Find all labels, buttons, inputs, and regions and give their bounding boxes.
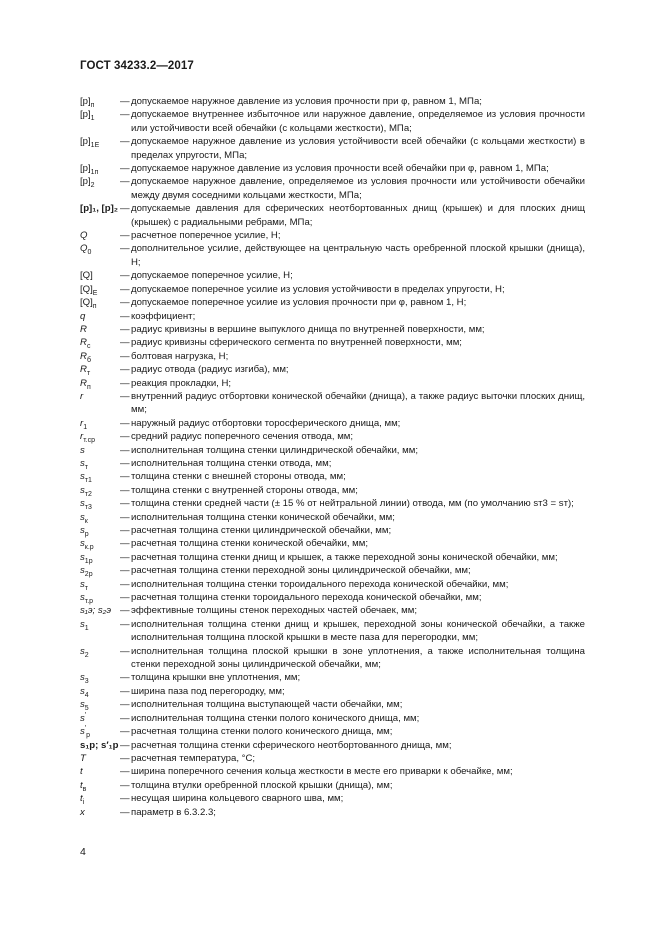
definition-item — [80, 739, 585, 752]
symbol-subscript: 0 — [87, 249, 92, 257]
definition-text: расчетная толщина стенки днищ и крышек, а также переходной зоны конической обечайки, мм; — [131, 551, 558, 563]
definition-symbol — [80, 698, 120, 711]
definition-dash: — — [120, 323, 130, 335]
definition-dash: — — [120, 712, 130, 724]
definition-text: болтовая нагрузка, Н; — [131, 350, 229, 362]
definition-text: расчетная температура, °С; — [131, 752, 256, 764]
definition-symbol — [80, 242, 120, 269]
symbol-prime: ′ — [84, 724, 87, 732]
definition-symbol — [80, 95, 120, 108]
definition-text: исполнительная толщина стенки полого конического днища, мм; — [131, 712, 420, 724]
symbol-subscript: п — [86, 383, 91, 391]
symbol-base: s — [80, 565, 85, 577]
definition-text: допускаемые давления для сферических неотбортованных днищ (крышек) и для плоских днищ (крышек) с радиальными ребрами, МПа; — [131, 203, 585, 228]
definition-dash: — — [120, 699, 130, 711]
definition-dash: — — [120, 605, 130, 617]
symbol-subscript: 1E — [90, 142, 100, 150]
definition-symbol — [80, 175, 120, 202]
definition-symbol — [80, 537, 120, 550]
symbol-base: [Q] — [80, 270, 93, 282]
definition-symbol — [80, 310, 120, 323]
symbol-base: x — [80, 806, 85, 818]
definition-item — [80, 95, 585, 108]
definition-dash: — — [120, 444, 130, 456]
definition-item — [80, 712, 585, 725]
definition-symbol — [80, 725, 120, 738]
definition-dash: — — [120, 136, 130, 148]
definition-text: допускаемое поперечное усилие из условия прочности при φ, равном 1, Н; — [131, 297, 467, 309]
symbol-subscript: п — [92, 303, 97, 310]
definition-dash: — — [120, 390, 130, 402]
definition-text: исполнительная толщина стенки цилиндрической обечайки, мм; — [131, 444, 418, 456]
symbol-base: s₁э; s₂э — [80, 605, 112, 617]
definition-symbol — [80, 524, 120, 537]
definition-symbol — [80, 779, 120, 792]
definition-item — [80, 524, 585, 537]
document-header: ГОСТ 34233.2—2017 — [80, 60, 194, 72]
definition-dash: — — [120, 471, 130, 483]
definition-dash: — — [120, 163, 130, 175]
symbol-base: R — [80, 377, 87, 389]
definition-text: радиус отвода (радиус изгиба), мм; — [131, 364, 289, 376]
definition-item — [80, 698, 585, 711]
symbol-base: R — [80, 350, 87, 362]
definition-item — [80, 135, 585, 162]
symbol-subscript: б — [86, 356, 91, 364]
symbol-base: s — [80, 551, 85, 563]
definition-item — [80, 671, 585, 684]
definition-text: реакция прокладки, Н; — [131, 377, 232, 389]
definition-dash: — — [120, 96, 130, 107]
definition-item — [80, 390, 585, 417]
definition-symbol — [80, 564, 120, 577]
definition-item — [80, 685, 585, 698]
symbol-base: s — [80, 578, 85, 590]
symbol-base: [p] — [80, 176, 91, 188]
definition-symbol — [80, 363, 120, 376]
definition-symbol — [80, 350, 120, 363]
symbol-subscript: 1 — [84, 624, 89, 632]
definition-dash: — — [120, 431, 130, 443]
definition-symbol — [80, 618, 120, 645]
symbol-subscript: к.р — [84, 544, 94, 552]
definition-item — [80, 604, 585, 617]
definition-text: расчетная толщина стенки переходной зоны цилиндрической обечайки, мм; — [131, 565, 471, 577]
symbol-base: s — [80, 484, 85, 496]
definition-dash: — — [120, 176, 130, 188]
symbol-subscript: 4 — [84, 691, 89, 699]
definition-symbol — [80, 591, 120, 604]
definition-dash: — — [120, 752, 130, 764]
definition-text: расчетная толщина стенки конической обечайки, мм; — [131, 538, 369, 550]
symbol-base: s — [80, 471, 85, 483]
definition-item — [80, 175, 585, 202]
symbol-subscript: к — [84, 517, 88, 525]
symbol-subscript: п — [90, 101, 95, 109]
definition-item — [80, 591, 585, 604]
symbol-subscript: 2р — [84, 571, 93, 579]
definition-symbol — [80, 377, 120, 390]
symbol-base: s₁р; s′₁р — [80, 739, 119, 751]
definition-symbol — [80, 497, 120, 510]
definition-item — [80, 578, 585, 591]
symbol-base: [p]₁, [p]₂ — [80, 203, 119, 215]
definition-item — [80, 497, 585, 510]
definition-text: расчетная толщина стенки полого конического днища, мм; — [131, 726, 393, 738]
definition-text: ширина поперечного сечения кольца жесткости в месте его приварки к обечайке, мм; — [131, 766, 513, 778]
definition-text: параметр в 6.3.2.3; — [131, 806, 216, 818]
symbol-base: s — [80, 726, 85, 738]
symbol-base: [p] — [80, 96, 91, 107]
symbol-subscript: т.р — [84, 597, 94, 605]
symbol-base: s — [80, 457, 85, 469]
definition-dash: — — [120, 270, 130, 282]
definition-symbol — [80, 739, 120, 752]
definition-text: радиус кривизны в вершине выпуклого днища по внутренней поверхности, мм; — [131, 323, 485, 335]
symbol-base: [Q] — [80, 297, 93, 309]
symbol-subscript: 2 — [90, 182, 95, 190]
definition-symbol — [80, 390, 120, 417]
definition-symbol — [80, 511, 120, 524]
symbol-base: s — [80, 712, 85, 724]
definition-text: допускаемое поперечное усилие, Н; — [131, 270, 293, 282]
symbol-base: s — [80, 498, 85, 510]
symbol-subscript: в — [82, 785, 87, 793]
page-number: 4 — [80, 846, 86, 858]
definition-text: допускаемое наружное давление из условия устойчивости всей обечайки (с кольцами жесткости) в пределах упругости, МПа; — [131, 136, 585, 161]
symbol-prime: ′ — [84, 711, 87, 719]
definition-item — [80, 444, 585, 457]
definition-symbol — [80, 336, 120, 349]
definition-dash: — — [120, 779, 130, 791]
definition-text: эффективные толщины стенок переходных частей обечаек, мм; — [131, 605, 418, 617]
definition-dash: — — [120, 726, 130, 738]
definition-dash: — — [120, 766, 130, 778]
symbol-subscript: р — [86, 732, 91, 739]
definition-item — [80, 779, 585, 792]
symbol-subscript: т — [84, 584, 89, 592]
definition-item — [80, 752, 585, 765]
definition-symbol — [80, 604, 120, 617]
definition-dash: — — [120, 618, 130, 630]
symbol-base: R — [80, 364, 87, 376]
definition-dash: — — [120, 230, 130, 242]
definition-dash: — — [120, 243, 130, 255]
definition-symbol — [80, 229, 120, 242]
definition-symbol — [80, 551, 120, 564]
symbol-base: Q — [80, 230, 88, 242]
definition-text: коэффициент; — [131, 310, 196, 322]
definition-item — [80, 363, 585, 376]
definition-text: толщина стенки с внешней стороны отвода, мм; — [131, 471, 346, 483]
definition-symbol — [80, 671, 120, 684]
definition-item — [80, 417, 585, 430]
definition-text: допускаемое наружное давление, определяемое из условия прочности или устойчивости обечайки между двумя соседними кольцами жесткости, МПа; — [131, 176, 585, 201]
definition-symbol — [80, 806, 120, 819]
symbol-base: R — [80, 323, 87, 335]
definition-item — [80, 336, 585, 349]
definition-text: исполнительная толщина стенки тороидального перехода конической обечайки, мм; — [131, 578, 509, 590]
definition-dash: — — [120, 417, 130, 429]
definition-dash: — — [120, 457, 130, 469]
definition-text: расчетная толщина стенки тороидального перехода конической обечайки, мм; — [131, 592, 482, 604]
definition-symbol — [80, 296, 120, 309]
symbol-base: s — [80, 511, 85, 523]
definition-text: толщина стенки средней части (± 15 % от нейтральной линии) отвода, мм (по умолчанию sт3 = sт); — [131, 498, 574, 510]
definition-dash: — — [120, 297, 130, 309]
definition-text: допускаемое наружное давление из условия прочности всей обечайки при φ, равном 1, МПа; — [131, 163, 549, 175]
symbol-base: t — [80, 793, 83, 805]
definition-dash: — — [120, 565, 130, 577]
definition-symbol — [80, 645, 120, 672]
definition-text: толщина стенки с внутренней стороны отвода, мм; — [131, 484, 358, 496]
definition-text: средний радиус поперечного сечения отвода, мм; — [131, 431, 354, 443]
definition-item — [80, 551, 585, 564]
symbol-base: q — [80, 310, 86, 322]
definition-text: толщина втулки оребренной плоской крышки (днища), мм; — [131, 779, 393, 791]
symbol-subscript: т.ср — [83, 437, 95, 445]
definition-item — [80, 806, 585, 819]
definition-text: дополнительное усилие, действующее на центральную часть оребренной плоской крышки (днища), Н; — [131, 243, 585, 268]
definition-dash: — — [120, 350, 130, 362]
symbol-subscript: 2 — [84, 651, 89, 659]
symbol-base: T — [80, 752, 86, 764]
definition-item — [80, 457, 585, 470]
definition-text: исполнительная толщина выступающей части обечайки, мм; — [131, 699, 403, 711]
definition-dash: — — [120, 377, 130, 389]
definition-item — [80, 511, 585, 524]
definition-symbol — [80, 135, 120, 162]
symbol-subscript: 5 — [84, 705, 89, 713]
definition-text: расчетное поперечное усилие, Н; — [131, 230, 281, 242]
symbol-base: s — [80, 444, 85, 456]
symbol-base: R — [80, 337, 87, 349]
definition-dash: — — [120, 310, 130, 322]
symbol-subscript: т1 — [84, 477, 92, 485]
definition-symbol — [80, 417, 120, 430]
symbol-subscript: 3 — [84, 678, 89, 686]
symbol-subscript: 1п — [90, 168, 99, 176]
symbol-base: s — [80, 685, 85, 697]
definition-dash: — — [120, 592, 130, 604]
definition-item — [80, 645, 585, 672]
definition-dash: — — [120, 511, 130, 523]
definition-dash: — — [120, 806, 130, 818]
definition-symbol — [80, 202, 120, 229]
definition-dash: — — [120, 685, 130, 697]
definition-text: радиус кривизны сферического сегмента по внутренней поверхности, мм; — [131, 337, 462, 349]
symbol-subscript: р — [84, 530, 89, 538]
definition-symbol — [80, 765, 120, 778]
definition-dash: — — [120, 484, 130, 496]
symbol-base: s — [80, 525, 85, 536]
symbol-base: s — [80, 699, 85, 711]
definition-dash: — — [120, 109, 130, 121]
definition-item — [80, 470, 585, 483]
definition-text: несущая ширина кольцевого сварного шва, мм; — [131, 793, 344, 805]
symbol-base: r — [80, 390, 84, 402]
definition-text: расчетная толщина стенки цилиндрической обечайки, мм; — [131, 525, 392, 536]
definition-item — [80, 202, 585, 229]
definition-item — [80, 310, 585, 323]
definition-item — [80, 108, 585, 135]
symbol-subscript: E — [92, 289, 98, 297]
definition-item — [80, 229, 585, 242]
symbol-subscript: 1 — [90, 115, 95, 123]
definition-dash: — — [120, 538, 130, 550]
definition-symbol — [80, 430, 120, 443]
definition-symbol — [80, 484, 120, 497]
definition-dash: — — [120, 645, 130, 657]
definition-text: исполнительная толщина стенки днищ и крышек, переходной зоны конической обечайки, а также исполнительная толщина плоской крышки в месте паза для перегородки, мм; — [131, 618, 585, 644]
symbol-base: s — [80, 538, 85, 550]
definition-text: расчетная толщина стенки сферического неотбортованного днища, мм; — [131, 739, 452, 751]
symbol-subscript: 1р — [84, 557, 93, 565]
symbol-subscript: т — [86, 370, 91, 378]
definition-dash: — — [120, 364, 130, 376]
definition-symbol — [80, 578, 120, 591]
definition-item — [80, 162, 585, 175]
definition-text: толщина крышки вне уплотнения, мм; — [131, 672, 301, 684]
definition-text: ширина паза под перегородку, мм; — [131, 685, 285, 697]
definition-text: исполнительная толщина стенки конической обечайки, мм; — [131, 511, 395, 523]
definition-symbol — [80, 792, 120, 805]
definition-symbol — [80, 323, 120, 336]
symbol-base: r — [80, 431, 84, 443]
definition-item — [80, 430, 585, 443]
definition-text: наружный радиус отбортовки торосферического днища, мм; — [131, 417, 401, 429]
definition-text: исполнительная толщина стенки отвода, мм; — [131, 457, 332, 469]
symbol-subscript: с — [86, 343, 91, 351]
definition-item — [80, 269, 585, 282]
definition-dash: — — [120, 739, 130, 751]
definition-symbol — [80, 283, 120, 296]
symbol-base: s — [80, 672, 85, 684]
definition-text: допускаемое внутреннее избыточное или наружное давление, определяемое из условия прочности или устойчивости всей обечайки (с кольцами жесткости), МПа; — [131, 109, 585, 134]
symbol-base: [p] — [80, 136, 91, 148]
definition-item — [80, 564, 585, 577]
definition-symbol — [80, 457, 120, 470]
symbol-base: [Q] — [80, 283, 93, 295]
definition-dash: — — [120, 283, 130, 295]
symbol-base: s — [80, 592, 85, 604]
definition-symbol — [80, 108, 120, 135]
symbol-subscript: т — [84, 463, 89, 471]
definition-text: исполнительная толщина плоской крышки в зоне уплотнения, а также исполнительная толщина стенки переходной зоны цилиндрической обечайки, мм; — [131, 645, 585, 671]
symbol-subscript: т3 — [84, 504, 92, 512]
definition-symbol — [80, 712, 120, 725]
definition-dash: — — [120, 498, 130, 510]
definition-item — [80, 377, 585, 390]
definition-dash: — — [120, 793, 130, 805]
symbol-base: Q — [80, 243, 88, 255]
definition-item — [80, 296, 585, 309]
definition-item — [80, 484, 585, 497]
definition-dash: — — [120, 672, 130, 684]
definition-item — [80, 350, 585, 363]
definition-item — [80, 618, 585, 645]
definition-symbol — [80, 269, 120, 282]
definition-symbol — [80, 162, 120, 175]
definition-dash: — — [120, 551, 130, 563]
definition-item — [80, 725, 585, 738]
definition-item — [80, 792, 585, 805]
definition-item — [80, 537, 585, 550]
definition-symbol — [80, 470, 120, 483]
definition-text: внутренний радиус отбортовки конической обечайки (днища), а также радиус выточки плоских днищ, мм; — [131, 390, 585, 416]
definition-text: допускаемое поперечное усилие из условия устойчивости в пределах упругости, Н; — [131, 283, 505, 295]
definition-item — [80, 283, 585, 296]
symbol-base: r — [80, 417, 84, 429]
symbol-subscript: 1 — [83, 423, 88, 431]
symbol-subscript: т2 — [84, 490, 92, 498]
symbol-base: [p] — [80, 163, 91, 175]
symbol-base: s — [80, 645, 85, 657]
definition-dash: — — [120, 203, 130, 215]
definition-dash: — — [120, 525, 130, 536]
symbol-base: s — [80, 618, 85, 630]
definition-text: допускаемое наружное давление из условия прочности при φ, равном 1, МПа; — [131, 96, 482, 107]
definition-symbol — [80, 752, 120, 765]
symbol-base: t — [80, 766, 83, 778]
definitions-list — [80, 95, 585, 819]
symbol-subscript: i — [82, 799, 85, 807]
definition-symbol — [80, 685, 120, 698]
definition-dash: — — [120, 337, 130, 349]
definition-item — [80, 765, 585, 778]
definition-dash: — — [120, 578, 130, 590]
symbol-base: t — [80, 779, 83, 791]
definition-symbol — [80, 444, 120, 457]
definition-item — [80, 242, 585, 269]
symbol-base: [p] — [80, 109, 91, 121]
definition-item — [80, 323, 585, 336]
